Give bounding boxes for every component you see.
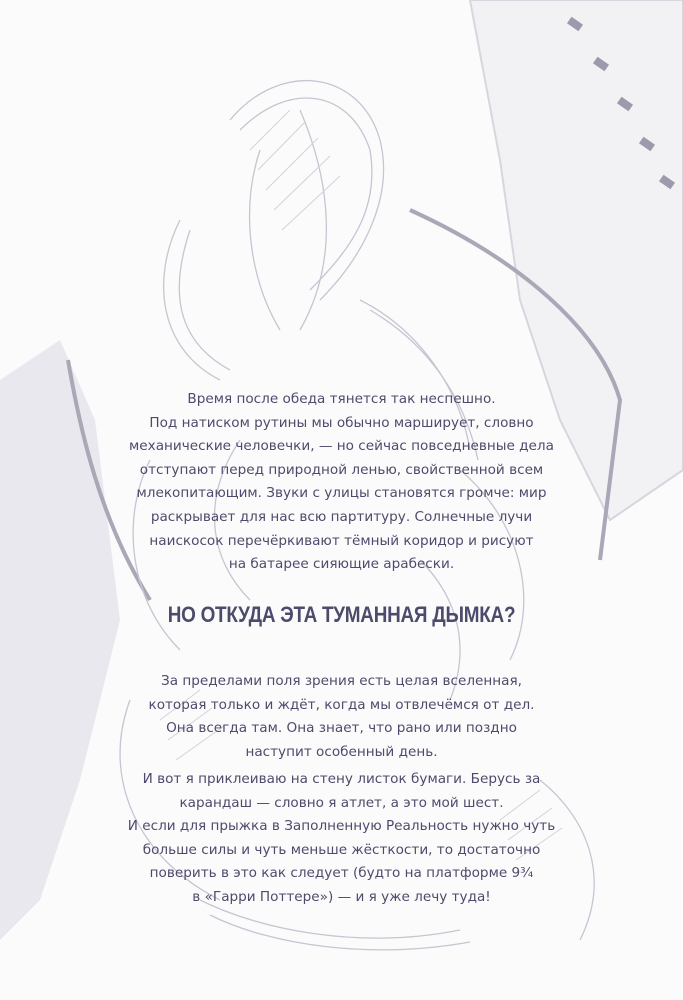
- section-heading: НО ОТКУДА ЭТА ТУМАННАЯ ДЫМКА?: [167, 602, 516, 627]
- intro-paragraph: Время после обеда тянется так неспешно. Под натиском рутины мы обычно марширует, словно механические человечки, — но сейчас повседневные дела отступают перед природной ленью, свойственной всем млекопитающим. Звуки с улицы становятся громче: мир раскрывает для нас всю партитуру. Солнечные лучи наискосок перечёркивают тёмный коридор и рисуют на батарее сияющие арабески.: [129, 391, 554, 573]
- body-paragraph-2: И вот я приклеиваю на стену листок бумаги. Берусь за карандаш — словно я атлет, а это мой шест. И если для прыжка в Заполненную Реальность нужно чуть больше силы и чуть меньше жёсткости, то достаточно поверить в это как следует (будто на платформе 9¾ в «Гарри Поттере») — и я уже лечу туда!: [127, 771, 556, 905]
- body-paragraph-1: За пределами поля зрения есть целая вселенная, которая только и ждёт, когда мы отвлечёмся от дел. Она всегда там. Она знает, что рано или поздно наступит особенный день.: [148, 673, 535, 760]
